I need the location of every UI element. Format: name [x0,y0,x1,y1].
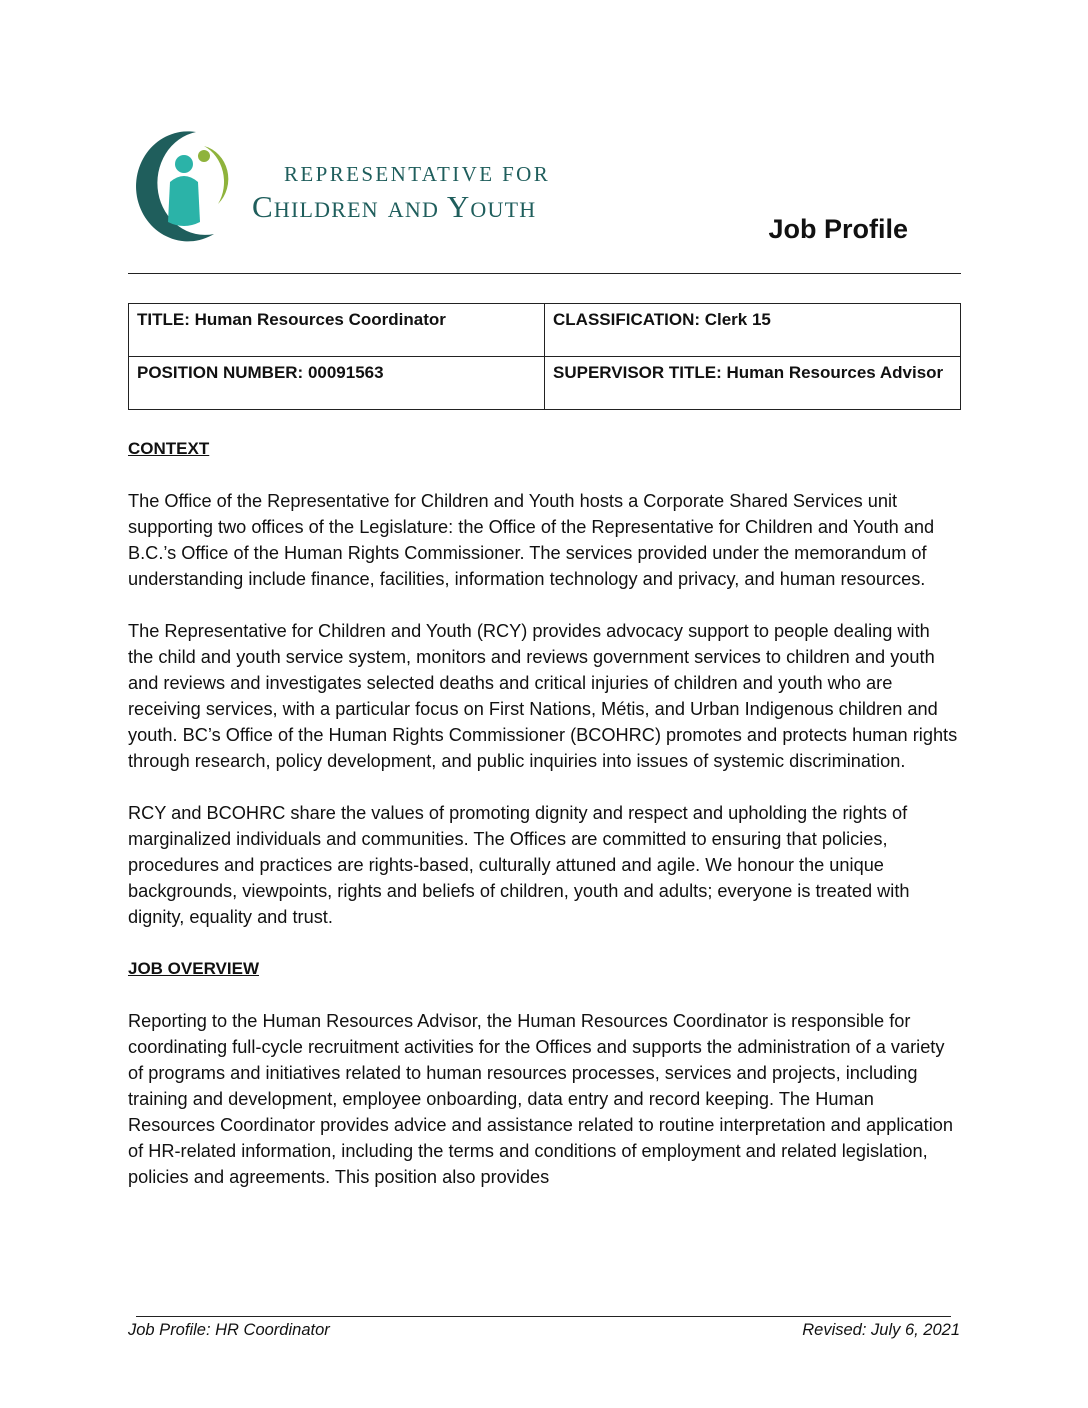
supervisor-title-cell: SUPERVISOR TITLE: Human Resources Advisor [545,357,961,410]
table-row [129,304,961,357]
position-info-table [128,303,961,410]
table-row [129,357,961,410]
rcy-logo [126,126,236,244]
classification-cell: CLASSIFICATION: Clerk 15 [545,304,961,357]
context-paragraph-3: RCY and BCOHRC share the values of promoting dignity and respect and upholding the rights of marginalized individuals and communities. The Offices are committed to ensuring that policies, procedures and practices are rights-based, culturally attuned and agile. We honour the unique backgrounds, viewpoints, rights and beliefs of children, youth and adults; everyone is treated with dignity, equality and trust. [128,803,910,927]
context-heading: CONTEXT [128,439,210,458]
document-title: Job Profile [768,214,908,244]
footer-divider [136,1316,951,1317]
context-paragraph-2: The Representative for Children and Youth (RCY) provides advocacy support to people dealing with the child and youth service system, monitors and reviews government services to children and youth and reviews and investigates selected deaths and critical injuries of children and youth who are receiving services, with a particular focus on First Nations, Métis, and Urban Indigenous children and youth. BC’s Office of the Human Rights Commissioner (BCOHRC) promotes and protects human rights through research, policy development, and public inquiries into issues of systemic discrimination. [128,621,958,771]
footer-document-label: Job Profile: HR Coordinator [128,1321,330,1339]
org-name-line1: REPRESENTATIVE FOR [284,162,551,186]
job-overview-paragraph: Reporting to the Human Resources Advisor, the Human Resources Coordinator is responsible for coordinating full-cycle recruitment activities for the Offices and supports the administration of a variety of programs and initiatives related to human resources processes, services and projects, including training and development, employee onboarding, data entry and record keeping. The Human Resources Coordinator provides advice and assistance related to routine interpretation and application of HR-related information, including the terms and conditions of employment and related legislation, policies and agreements. This position also provides [128,1011,953,1187]
organization-name [252,162,550,225]
header-divider [128,273,961,274]
context-paragraph-1: The Office of the Representative for Children and Youth hosts a Corporate Shared Services unit supporting two offices of the Legislature: the Office of the Representative for Children and Youth and B.C.’s Office of the Human Rights Commissioner. The services provided under the memorandum of understanding include finance, facilities, information technology and privacy, and human resources. [128,491,935,589]
document-body [128,436,958,1216]
title-cell: TITLE: Human Resources Coordinator [129,304,545,357]
job-overview-heading: JOB OVERVIEW [128,959,259,978]
footer-revision-date: Revised: July 6, 2021 [802,1321,960,1339]
org-name-line2: Children and Youth [252,189,537,224]
position-number-cell: POSITION NUMBER: 00091563 [129,357,545,410]
